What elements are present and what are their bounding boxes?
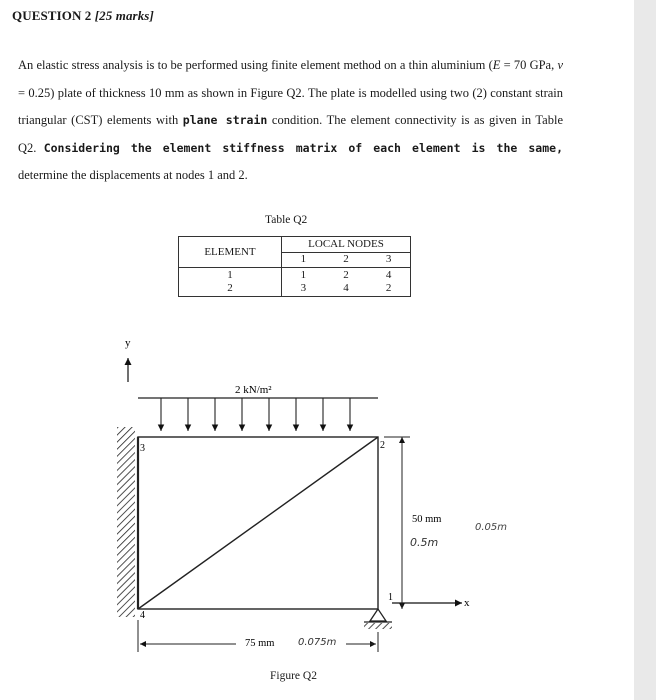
node-label-1: 1 — [388, 592, 393, 603]
y-axis-label: y — [125, 337, 131, 349]
element-header: ELEMENT — [179, 237, 282, 268]
youngs-modulus-symbol: E — [492, 58, 501, 72]
element-2-node-1: 3 — [300, 282, 307, 294]
figure-caption: Figure Q2 — [270, 670, 317, 682]
element-1-node-1: 1 — [300, 269, 307, 281]
height-dimension-label: 50 mm — [412, 514, 442, 525]
poisson-ratio-symbol: ν — [557, 58, 564, 72]
stiffness-emphasis: Considering the element stiffness matrix of each element is the same, — [43, 140, 563, 155]
local-col-3: 3 — [385, 253, 392, 266]
element-1-node-3: 4 — [385, 269, 392, 281]
local-col-1: 1 — [300, 253, 307, 266]
pin-support — [364, 609, 392, 629]
element-2-node-3: 2 — [385, 282, 392, 294]
page-edge — [634, 0, 656, 700]
statement-text-4: condition. The element connectivity is as given in Table Q2. — [18, 113, 564, 155]
statement-text-5: determine the displacements at nodes 1 and 2. — [18, 168, 248, 182]
question-marks: [25 marks] — [94, 8, 154, 23]
fixed-wall-support — [117, 427, 135, 617]
element-diagonal — [138, 437, 378, 609]
statement-text-1: An elastic stress analysis is to be performed using finite element method on a thin aluminium ( — [18, 58, 493, 72]
statement-text-2: = 70 GPa, — [500, 58, 558, 72]
element-1-number: 1 — [227, 269, 233, 281]
local-nodes-header: LOCAL NODES — [282, 237, 411, 253]
handwritten-width-note: 0.075m — [298, 637, 337, 648]
local-col-2: 2 — [343, 253, 349, 266]
element-2-node-2: 4 — [343, 282, 349, 294]
statement-text-3: = 0.25) plate of thickness 10 mm as shown in Figure Q2. The plate is modelled using two (2) constant strain triangular (CST) elements with — [18, 85, 563, 127]
element-1-node-2: 2 — [343, 269, 349, 281]
plane-strain-emphasis: plane strain — [182, 113, 268, 127]
handwritten-side-note: 0.05m — [475, 522, 508, 533]
element-2-number: 2 — [227, 282, 233, 294]
node-label-2: 2 — [380, 440, 385, 451]
handwritten-height-note: 0.5m — [410, 536, 439, 549]
table-caption: Table Q2 — [265, 214, 308, 226]
height-dimension — [384, 437, 410, 609]
width-dimension-label: 75 mm — [245, 638, 275, 649]
load-label: 2 kN/m² — [235, 384, 272, 396]
x-axis-label: x — [464, 597, 470, 609]
distributed-load — [138, 398, 378, 431]
node-label-3: 3 — [140, 443, 145, 454]
node-label-4: 4 — [140, 610, 145, 621]
question-number: QUESTION 2 — [12, 8, 92, 23]
